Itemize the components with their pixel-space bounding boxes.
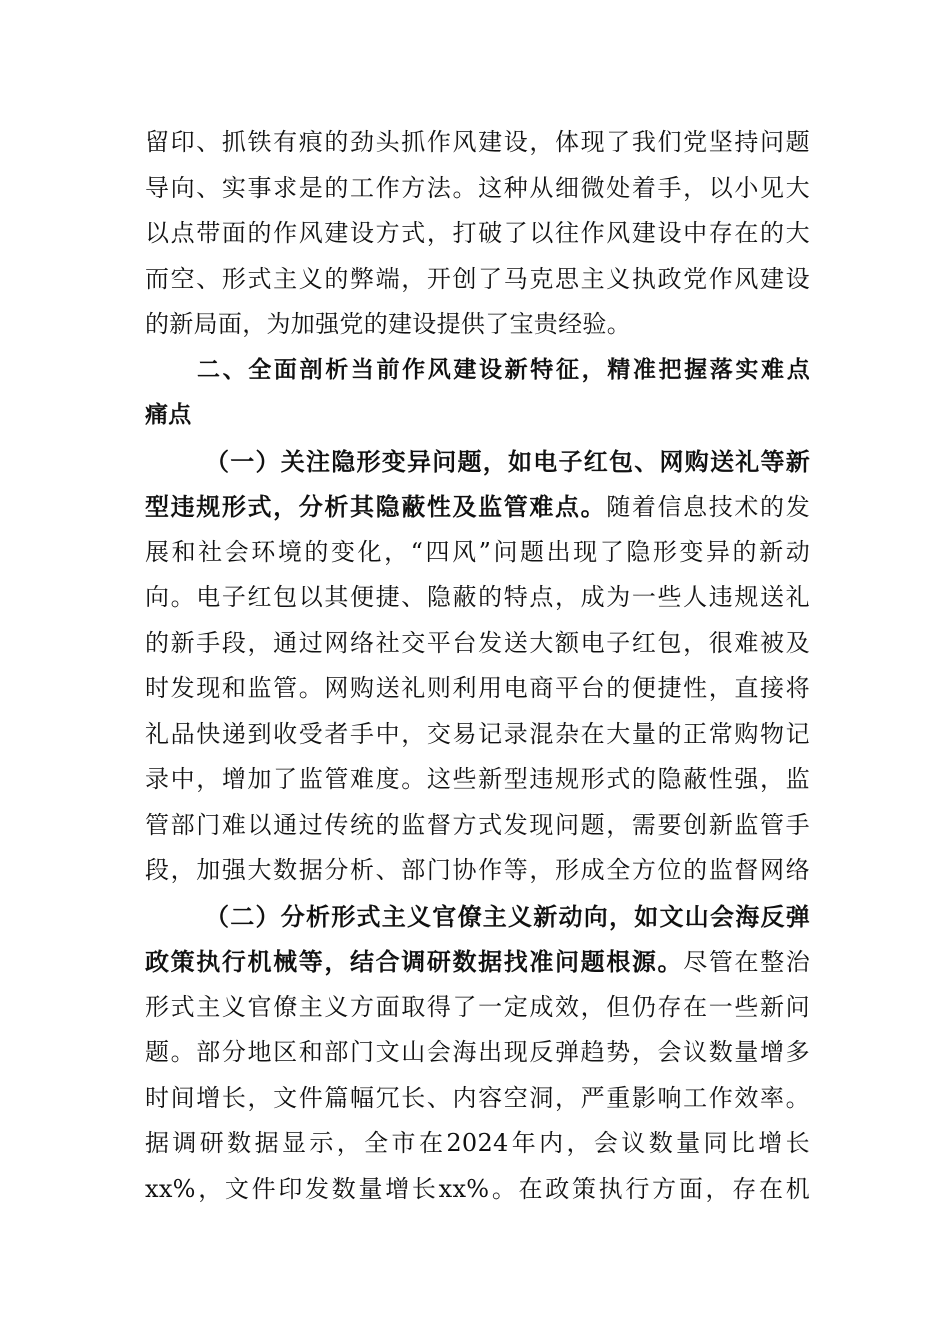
subsection-heading-line: （二）分析形式主义官僚主义新动向，如文山会海反弹 (205, 901, 810, 931)
text-line: 的新局面，为加强党的建设提供了宝贵经验。 (145, 310, 631, 338)
text-run: 随着信息技术的发 (606, 493, 810, 521)
subsection-heading-line: （一）关注隐形变异问题，如电子红包、网购送礼等新 (205, 446, 810, 476)
heading-line: 痛点 (145, 402, 192, 428)
text-line: 时间增长，文件篇幅冗长、内容空洞，严重影响工作效率。 (145, 1083, 810, 1112)
text-line: 录中，增加了监管难度。这些新型违规形式的隐蔽性强，监 (145, 765, 810, 793)
text-line: 礼品快递到收受者手中，交易记录混杂在大量的正常购物记 (145, 719, 810, 748)
text-line: xx%，文件印发数量增长xx%。在政策执行方面，存在机 (145, 1174, 810, 1203)
text-line: 以点带面的作风建设方式，打破了以往作风建设中存在的大 (145, 219, 810, 247)
text-line: 的新手段，通过网络社交平台发送大额电子红包，很难被及 (145, 628, 810, 657)
text-line: 据调研数据显示，全市在2024年内，会议数量同比增长 (145, 1129, 810, 1157)
text-line: 管部门难以通过传统的监督方式发现问题，需要创新监管手 (145, 810, 810, 839)
text-line: 形式主义官僚主义方面取得了一定成效，但仍存在一些新问 (145, 992, 810, 1021)
text-line: 留印、抓铁有痕的劲头抓作风建设，体现了我们党坚持问题 (145, 128, 810, 156)
text-line (145, 484, 810, 530)
paragraph (145, 120, 810, 348)
text-line (145, 939, 810, 985)
subsection (145, 439, 810, 894)
text-line: 题。部分地区和部门文山会海出现反弹趋势，会议数量增多 (145, 1038, 810, 1066)
document-body (145, 120, 810, 1212)
section-heading (145, 348, 810, 439)
text-line: 展和社会环境的变化，“四风”问题出现了隐形变异的新动 (145, 537, 810, 566)
subsection (145, 894, 810, 1213)
text-line: 而空、形式主义的弊端，开创了马克思主义执政党作风建设 (145, 264, 810, 293)
text-line: 段，加强大数据分析、部门协作等，形成全方位的监督网络 (145, 856, 810, 884)
text-line: 导向、实事求是的工作方法。这种从细微处着手，以小见大 (145, 173, 810, 202)
text-line: 时发现和监管。网购送礼则利用电商平台的便捷性，直接将 (145, 674, 810, 702)
subsection-heading-line: 政策执行机械等，结合调研数据找准问题根源。 (145, 947, 684, 976)
heading-line: 二、全面剖析当前作风建设新特征，精准把握落实难点 (197, 356, 810, 383)
subsection-heading-line: 型违规形式，分析其隐蔽性及监管难点。 (145, 492, 607, 521)
text-run: 尽管在整治 (683, 948, 810, 976)
text-line: 向。电子红包以其便捷、隐蔽的特点，成为一些人违规送礼 (145, 583, 810, 611)
